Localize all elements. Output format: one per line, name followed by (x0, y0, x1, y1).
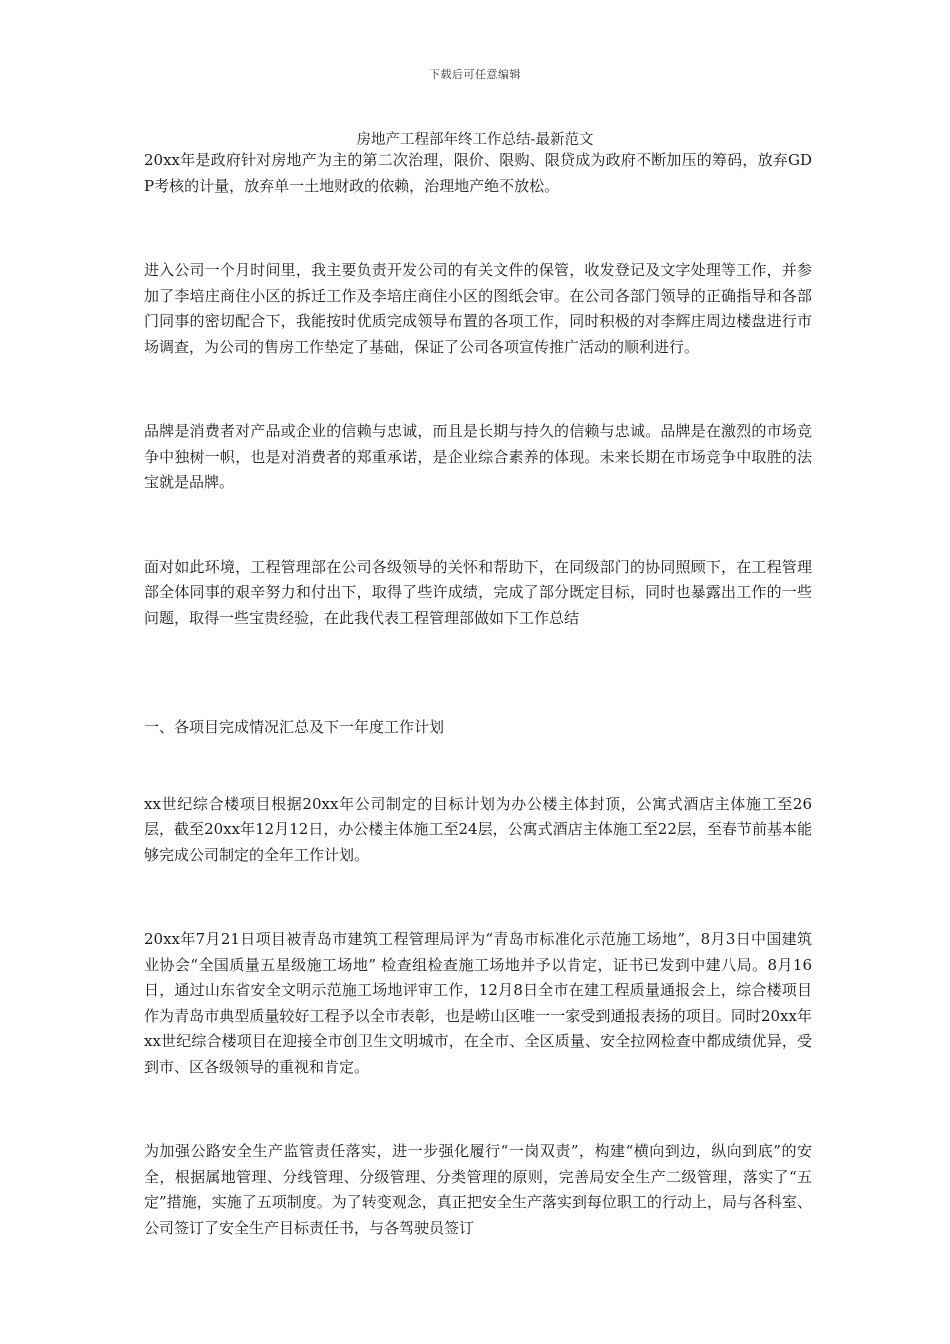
paragraph-3: 品牌是消费者对产品或企业的信赖与忠诚，而且是长期与持久的信赖与忠诚。品牌是在激烈的市场竞争中独树一帜，也是对消费者的郑重承诺，是企业综合素养的体现。未来长期在市场竞争中取胜的法宝就是品牌。 (144, 422, 812, 491)
section-heading: 一、各项目完成情况汇总及下一年度工作计划 (144, 718, 445, 736)
header-note: 下载后可任意编辑 (429, 68, 521, 81)
paragraph-5: xx世纪综合楼项目根据20xx年公司制定的目标计划为办公楼主体封顶，公寓式酒店主体施工至26层，截至20xx年12月12日，办公楼主体施工至24层，公寓式酒店主体施工至22层，至春节前基本能够完成公司制定的全年工作计划。 (144, 794, 812, 864)
paragraph-7: 为加强公路安全生产监管责任落实，进一步强化履行“一岗双责”，构建“横向到边，纵向到底”的安全，根据属地管理、分线管理、分级管理、分类管理的原则，完善局安全生产二级管理，落实了“五定”措施，实施了五项制度。为了转变观念，真正把安全生产落实到每位职工的行动上，局与各科室、公司签订了安全生产目标责任书，与各驾驶员签订 (144, 1142, 812, 1237)
document-title: 房地产工程部年终工作总结-最新范文 (356, 132, 594, 148)
paragraph-1: 20xx年是政府针对房地产为主的第二次治理，限价、限购、限贷成为政府不断加压的筹码，放弃GDP考核的计量，放弃单一土地财政的依赖，治理地产绝不放松。 (144, 151, 812, 195)
paragraph-6: 20xx年7月21日项目被青岛市建筑工程管理局评为“青岛市标准化示范施工场地”，8月3日中国建筑业协会“全国质量五星级施工场地” 检查组检查施工场地并予以肯定，证书已发到中建八局。8月16日，通过山东省安全文明示范施工场地评审工作，12月8日全市在建工程质量通报会上，综合楼项目作为青岛市典型质量较好工程予以全市表彰，也是崂山区唯一一家受到通报表扬的项目。同时20xx年xx世纪综合楼项目在迎接全市创卫生文明城市，在全市、全区质量、安全拉网检查中都成绩优异，受到市、区各级领导的重视和肯定。 (144, 930, 812, 1076)
paragraph-2: 进入公司一个月时间里，我主要负责开发公司的有关文件的保管，收发登记及文字处理等工作，并参加了李培庄商住小区的拆迁工作及李培庄商住小区的图纸会审。在公司各部门领导的正确指导和各部门同事的密切配合下，我能按时优质完成领导布置的各项工作，同时积极的对李辉庄周边楼盘进行市场调查，为公司的售房工作垫定了基础，保证了公司各项宣传推广活动的顺利进行。 (144, 261, 812, 356)
paragraph-4: 面对如此环境，工程管理部在公司各级领导的关怀和帮助下，在同级部门的协同照顾下，在工程管理部全体同事的艰辛努力和付出下，取得了些许成绩，完成了部分既定目标，同时也暴露出工作的一些问题，取得一些宝贵经验，在此我代表工程管理部做如下工作总结 (144, 557, 812, 627)
document-body (144, 148, 812, 1241)
